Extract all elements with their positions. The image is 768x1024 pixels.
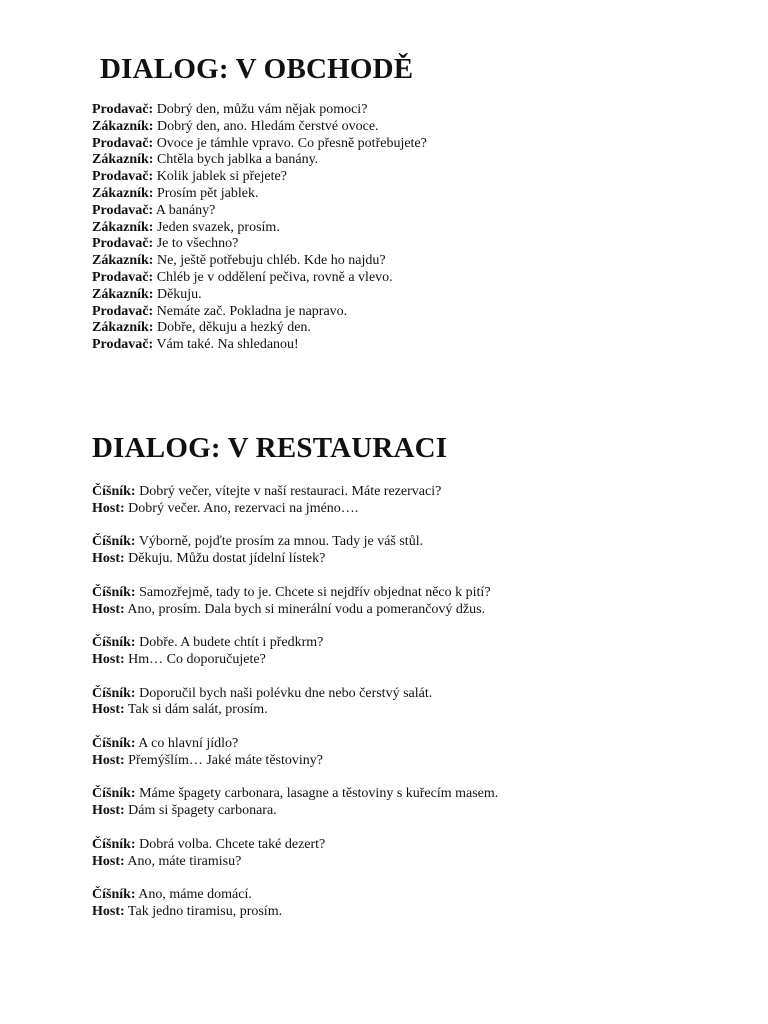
dialog-text: Ano, máte tiramisu? — [124, 853, 242, 869]
dialog-line — [92, 854, 498, 871]
dialog-line — [92, 136, 427, 153]
dialog-text: Jeden svazek, prosím. — [153, 219, 280, 235]
dialog-line — [92, 602, 498, 619]
speaker-label: Prodavač: — [92, 102, 154, 117]
speaker-label: Prodavač: — [92, 269, 154, 285]
dialog-line — [92, 904, 498, 921]
dialog-text: Dobrý večer, vítejte v naší restauraci. Máte rezervaci? — [135, 484, 442, 499]
dialog-line — [92, 736, 498, 753]
speaker-label: Zákazník: — [92, 286, 154, 302]
dialog-text: Prosím pět jablek. — [153, 185, 259, 201]
dialog-text: Ano, máme domácí. — [135, 887, 252, 903]
dialog-line — [92, 585, 498, 602]
dialog-text: Dobrá volba. Chcete také dezert? — [135, 836, 326, 852]
dialog-text: Ovoce je támhle vpravo. Co přesně potřebujete? — [153, 135, 427, 151]
speaker-label: Prodavač: — [92, 135, 154, 151]
speaker-label: Zákazník: — [92, 185, 154, 201]
speaker-label: Prodavač: — [92, 337, 154, 353]
dialog-line — [92, 337, 427, 354]
dialog-line — [92, 635, 498, 652]
dialog-text: Máme špagety carbonara, lasagne a těstoviny s kuřecím masem. — [135, 786, 499, 802]
dialog-text: Děkuju. — [153, 286, 202, 302]
dialog-line — [92, 837, 498, 854]
speaker-label: Host: — [92, 903, 125, 919]
speaker-label: Číšník: — [92, 685, 136, 701]
dialog-text: Dám si špagety carbonara. — [124, 803, 277, 819]
speaker-label: Host: — [92, 551, 125, 567]
speaker-label: Číšník: — [92, 635, 136, 651]
speaker-label: Prodavač: — [92, 303, 154, 319]
dialog-text: Děkuju. Můžu dostat jídelní lístek? — [124, 551, 326, 567]
dialog-line — [92, 686, 498, 703]
exchange-spacer — [92, 618, 498, 635]
exchange-spacer — [92, 820, 498, 837]
dialog-line — [92, 203, 427, 220]
dialog-text: Chtěla bych jablka a banány. — [153, 152, 319, 168]
exchange-spacer — [92, 719, 498, 736]
restaurant-dialog-title: DIALOG: V RESTAURACI — [92, 432, 448, 464]
dialog-text: Nemáte zač. Pokladna je napravo. — [153, 303, 348, 319]
dialog-line — [92, 119, 427, 136]
dialog-text: Dobrý večer. Ano, rezervaci na jméno…. — [124, 500, 359, 516]
dialog-text: Vám také. Na shledanou! — [153, 337, 299, 353]
dialog-text: Výborně, pojďte prosím za mnou. Tady je váš stůl. — [135, 534, 424, 550]
exchange-spacer — [92, 870, 498, 887]
dialog-text: A co hlavní jídlo? — [135, 735, 239, 751]
dialog-line — [92, 270, 427, 287]
dialog-text: Tak si dám salát, prosím. — [124, 702, 268, 718]
dialog-line — [92, 501, 498, 518]
speaker-label: Prodavač: — [92, 202, 154, 218]
dialog-text: Dobře, děkuju a hezký den. — [153, 320, 311, 336]
dialog-text: Kolik jablek si přejete? — [153, 169, 287, 185]
exchange-spacer — [92, 518, 498, 535]
dialog-line — [92, 186, 427, 203]
dialog-text: Ne, ještě potřebuju chléb. Kde ho najdu? — [153, 253, 386, 269]
dialog-text: Doporučil bych naši polévku dne nebo čerstvý salát. — [135, 685, 433, 701]
speaker-label: Host: — [92, 601, 125, 617]
dialog-text: Přemýšlím… Jaké máte těstoviny? — [124, 752, 323, 768]
dialog-line — [92, 887, 498, 904]
dialog-line — [92, 484, 498, 501]
speaker-label: Číšník: — [92, 735, 136, 751]
dialog-line — [92, 753, 498, 770]
dialog-line — [92, 253, 427, 270]
dialog-line — [92, 702, 498, 719]
dialog-line — [92, 152, 427, 169]
speaker-label: Číšník: — [92, 887, 136, 903]
dialog-line — [92, 786, 498, 803]
dialog-line — [92, 287, 427, 304]
dialog-text: Ano, prosím. Dala bych si minerální vodu a pomerančový džus. — [124, 601, 486, 617]
speaker-label: Číšník: — [92, 484, 136, 499]
dialog-line — [92, 236, 427, 253]
dialog-line — [92, 220, 427, 237]
dialog-line — [92, 652, 498, 669]
dialog-line — [92, 803, 498, 820]
restaurant-dialog — [92, 484, 498, 921]
speaker-label: Číšník: — [92, 836, 136, 852]
dialog-text: Chléb je v oddělení pečiva, rovně a vlevo. — [153, 269, 393, 285]
dialog-text: Dobře. A budete chtít i předkrm? — [135, 635, 324, 651]
dialog-text: Je to všechno? — [153, 236, 239, 252]
speaker-label: Číšník: — [92, 584, 136, 600]
speaker-label: Host: — [92, 853, 125, 869]
speaker-label: Host: — [92, 651, 125, 667]
speaker-label: Zákazník: — [92, 152, 154, 168]
exchange-spacer — [92, 669, 498, 686]
dialog-line — [92, 320, 427, 337]
speaker-label: Číšník: — [92, 534, 136, 550]
dialog-text: Samozřejmě, tady to je. Chcete si nejdřív objednat něco k pití? — [135, 584, 491, 600]
dialog-text: Dobrý den, můžu vám nějak pomoci? — [153, 102, 368, 117]
speaker-label: Zákazník: — [92, 219, 154, 235]
shop-dialog — [92, 102, 427, 354]
dialog-text: A banány? — [153, 202, 216, 218]
shop-dialog-title: DIALOG: V OBCHODĚ — [100, 53, 414, 85]
speaker-label: Číšník: — [92, 786, 136, 802]
speaker-label: Host: — [92, 500, 125, 516]
speaker-label: Host: — [92, 803, 125, 819]
dialog-line — [92, 534, 498, 551]
dialog-text: Tak jedno tiramisu, prosím. — [124, 903, 283, 919]
speaker-label: Prodavač: — [92, 169, 154, 185]
exchange-spacer — [92, 568, 498, 585]
exchange-spacer — [92, 770, 498, 787]
dialog-line — [92, 551, 498, 568]
speaker-label: Zákazník: — [92, 118, 154, 134]
dialog-line — [92, 102, 427, 119]
dialog-line — [92, 304, 427, 321]
speaker-label: Zákazník: — [92, 253, 154, 269]
dialog-text: Hm… Co doporučujete? — [124, 651, 266, 667]
speaker-label: Zákazník: — [92, 320, 154, 336]
dialog-line — [92, 169, 427, 186]
dialog-text: Dobrý den, ano. Hledám čerstvé ovoce. — [153, 118, 379, 134]
speaker-label: Prodavač: — [92, 236, 154, 252]
speaker-label: Host: — [92, 752, 125, 768]
speaker-label: Host: — [92, 702, 125, 718]
